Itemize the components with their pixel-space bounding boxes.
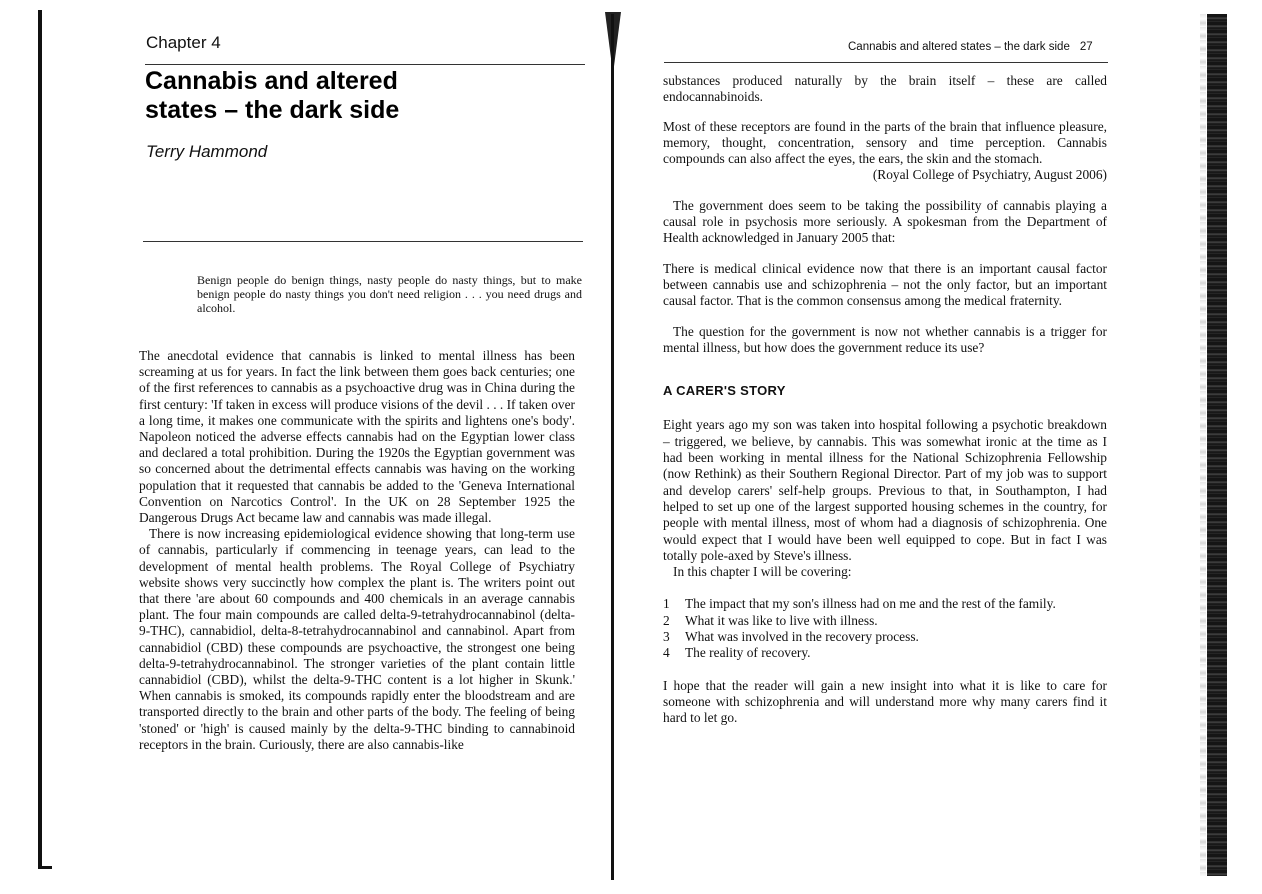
running-head-title: Cannabis and altered states – the dark side (848, 41, 1070, 53)
page-edge-left (38, 10, 42, 868)
body-paragraph: There is now increasing epidemiological evidence showing that long-term use of cannabis, particularly if commencing in teenage years, can lead to the development of mental health problems. The Royal College of Psychiatry website shows very succinctly how complex the plant is. The writers point out that there 'are about 60 compounds and 400 chemicals in an average cannabis plant. The four main compounds are called delta-9-tetrahydrocannabinol (delta-9-THC), cannabidiol, delta-8-tetrahydrocannabinol and cannabinol. Apart from cannabidiol (CBD) these compounds are psychoactive, the strongest one being delta-9-tetrahydrocannabinol. The stronger varieties of the plant contain little cannabidiol (CBD), whilst the delta-9-THC content is a lot higher in Skunk.' When cannabis is smoked, its compounds rapidly enter the bloodstream and are transported directly to the brain and other parts of the body. The feeling of being 'stoned' or 'high' is caused mainly by the delta-9-THC binding to cannabinoid receptors in the brain. Curiously, there are also cannabis-like (139, 526, 575, 752)
block-quote: There is medical clinical evidence now that there is an important causal factor between cannabis use and schizophrenia – not the only factor, but an important causal factor. That is the common consensus among the medical fraternity. (663, 260, 1107, 309)
page-edge-right (1207, 14, 1227, 876)
page-number: 27 (1079, 41, 1093, 53)
running-head (848, 41, 1106, 53)
body-paragraph: Eight years ago my son was taken into hospital following a psychotic breakdown – triggered, we believe, by cannabis. This was somewhat ironic at the time as I had been working in mental illness for the National Schizophrenia Fellowship (now Rethink) as their Southern Regional Director. Part of my job was to support and develop carers' self-help groups. Previous to that, in Southampton, I had helped to set up one of the largest supported housing schemes in the country, for people with mental illness, most of whom had a diagnosis of schizophrenia. One would expect that I would have been well equipped to cope. But in fact I was totally pole-axed by Steve's illness. (663, 417, 1107, 563)
block-quote: Most of these receptors are found in the parts of the brain that influence pleasure, memory, thought, concentration, sensory and time perception. Cannabis compounds can also affect the eyes, the ears, the skin and the stomach. (663, 118, 1107, 167)
list-text: What was involved in the recovery process. (685, 629, 919, 645)
chapter-title (145, 67, 505, 125)
continuation-paragraph: substances produced naturally by the brain itself – these are called endocannabinoids. (663, 73, 1107, 105)
list-item (663, 629, 1107, 645)
body-paragraph: The question for the government is now not whether cannabis is a trigger for mental illness, but how does the government reduce its use? (663, 323, 1107, 355)
body-paragraph: The government does seem to be taking the possibility of cannabis playing a causal role in psychosis more seriously. A spokesman from the Department of Health acknowledged in January 2005 that: (663, 197, 1107, 246)
page-edge-right-speckle (1200, 14, 1206, 876)
body-paragraph: The anecdotal evidence that cannabis is linked to mental illness has been screaming at us for years. In fact the link between them goes back centuries; one of the first references to cannabis as a psychoactive drug was in China during the first century: 'If taken in excess will produce visions of the devil . . . If taken over a long time, it makes one communicate with the spirits and lightens one's body'. Napoleon noticed the adverse effects cannabis had on the Egyptian lower class and declared a total prohibition. During the 1920s the Egyptian government was so concerned about the detrimental effects cannabis was having on the working population that it requested that cannabis be added to the 'Geneva International Convention on Narcotics Control'. In the UK on 28 September 1925 the Dangerous Drugs Act became law and cannabis was made illegal. (139, 348, 575, 526)
epigraph: Benign people do benign things, nasty people do nasty things, but to make benign people do nasty things you don't need religion . . . you need drugs and alcohol. (197, 273, 582, 315)
chapter-rule (145, 64, 585, 65)
list-number: 4 (663, 645, 670, 661)
list-item (663, 613, 1107, 629)
list-item (663, 645, 1107, 661)
epigraph-rule (143, 241, 583, 242)
list-text: The reality of recovery. (685, 645, 811, 661)
body-paragraph: In this chapter I will be covering: (673, 564, 852, 580)
book-gutter (611, 14, 614, 880)
chapter-label: Chapter 4 (146, 33, 221, 52)
section-heading: A CARER'S STORY (663, 383, 786, 399)
list-number: 2 (663, 612, 670, 628)
chapter-title-line-2: states – the dark side (145, 96, 400, 124)
quote-citation: (Royal College of Psychiatry, August 2006) (872, 167, 1107, 183)
list-number: 1 (663, 596, 670, 612)
body-paragraph: I hope that the reader will gain a new insight into what it is like to care for someone with schizophrenia and will understand more why many carers find it hard to let go. (663, 677, 1107, 726)
page-edge-left-corner (38, 866, 52, 869)
chapter-title-line-1: Cannabis and altered (145, 67, 398, 95)
list-number: 3 (663, 629, 670, 645)
list-item (663, 596, 1107, 612)
list-text: The impact that my son's illness had on me and the rest of the family. (685, 596, 1056, 612)
left-body-text (139, 348, 575, 753)
chapter-topics-list (663, 596, 1107, 661)
right-body-text (663, 73, 1107, 727)
chapter-author: Terry Hammond (146, 142, 268, 161)
list-text: What it was like to live with illness. (685, 612, 878, 628)
running-head-rule (664, 62, 1108, 63)
